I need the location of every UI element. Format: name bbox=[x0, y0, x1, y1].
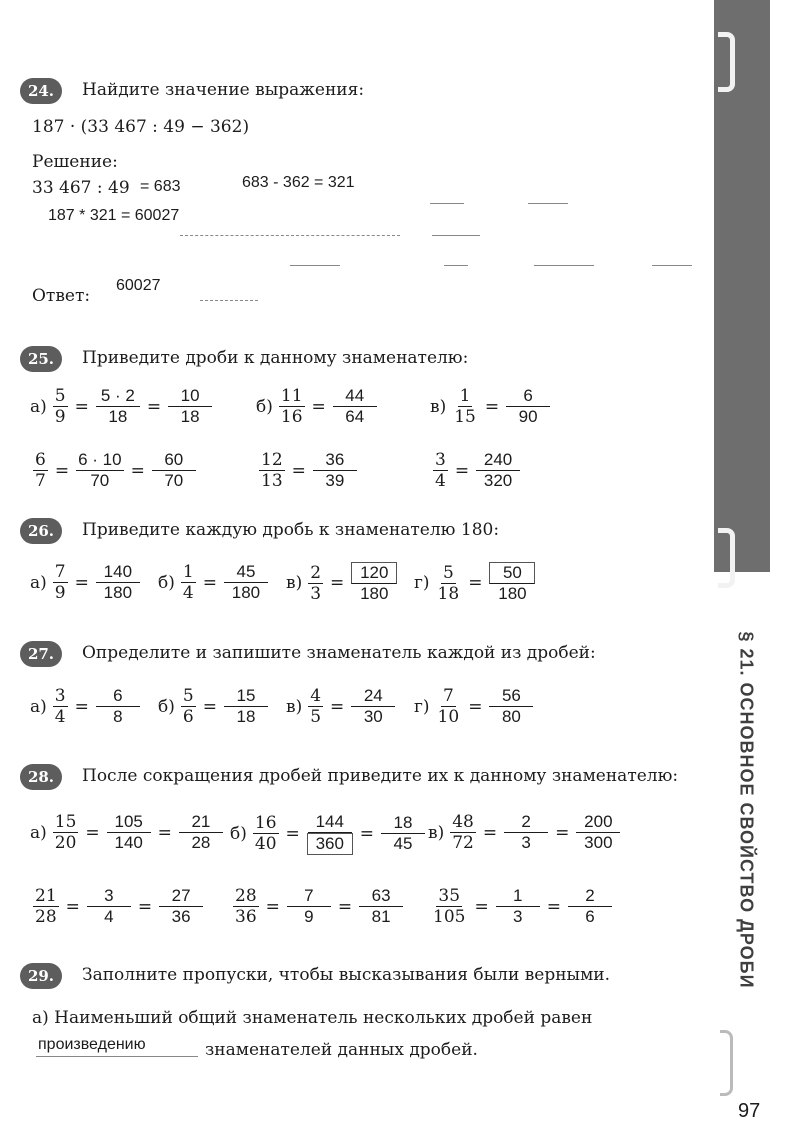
task-24-badge: 24. bbox=[20, 78, 62, 104]
solution-label: Решение: bbox=[32, 152, 118, 172]
task-27-d: г) $\frac{7}{10}$ = $\frac{56}{80}$ bbox=[414, 686, 534, 727]
fraction: $\frac{1}{15}$ bbox=[454, 386, 476, 427]
task-27-c: в) $\frac{4}{5}$ = $\frac{24}{30}$ bbox=[286, 686, 396, 727]
solution-step-1-answer: = 683 bbox=[140, 178, 181, 195]
chapter-title: § 21. ОСНОВНОЕ СВОЙСТВО ДРОБИ bbox=[736, 631, 757, 989]
writing-line bbox=[290, 265, 340, 266]
fraction-answer[interactable]: $\frac{200}{300}$ bbox=[576, 812, 620, 853]
task-29-badge: 29. bbox=[20, 963, 62, 989]
task-28-a: а) $\frac{15}{20}$ = $\frac{105}{140}$ = $\frac{21}{28}$ bbox=[30, 812, 224, 853]
item-label: б) bbox=[230, 823, 247, 844]
writing-line bbox=[432, 235, 480, 236]
solution-step-2: 683 - 362 = 321 bbox=[242, 174, 355, 191]
answer-label: Ответ: bbox=[32, 286, 91, 306]
item-label: г) bbox=[414, 696, 430, 717]
tab-mark-top bbox=[718, 32, 735, 92]
task-29-statement-end: знаменателей данных дробей. bbox=[205, 1040, 478, 1060]
task-24-expression: 187 · (33 467 : 49 − 362) bbox=[32, 117, 250, 137]
fraction: $\frac{5}{9}$ bbox=[54, 386, 66, 427]
task-29-statement: а) Наименьший общий знаменатель нескольких дробей равен bbox=[32, 1008, 593, 1028]
item-label: в) bbox=[428, 822, 445, 843]
fraction: $\frac{3}{4}$ bbox=[54, 686, 66, 727]
writing-line bbox=[200, 300, 258, 301]
item-label: б) bbox=[158, 696, 175, 717]
fraction-answer[interactable]: $\frac{50}{180}$ bbox=[489, 562, 535, 604]
writing-line bbox=[534, 265, 594, 266]
item-label: а) bbox=[30, 822, 47, 843]
fraction: $\frac{5}{6}$ bbox=[182, 686, 194, 727]
task-25-c: в) $\frac{1}{15}$ = $\frac{6}{90}$ bbox=[430, 386, 551, 427]
solution-step-3: 187 * 321 = 60027 bbox=[48, 207, 180, 224]
task-24-text: Найдите значение выражения: bbox=[82, 80, 365, 100]
page-number: 97 bbox=[738, 1100, 761, 1122]
task-28-badge: 28. bbox=[20, 764, 62, 790]
item-label: в) bbox=[286, 573, 303, 593]
fraction: $\frac{7}{10}$ bbox=[437, 686, 460, 727]
task-27-a: а) $\frac{3}{4}$ = $\frac{6}{8}$ bbox=[30, 686, 141, 727]
fraction-answer[interactable]: $\frac{120}{180}$ bbox=[351, 562, 397, 604]
task-26-text: Приведите каждую дробь к знаменателю 180: bbox=[82, 520, 500, 540]
task-28-c: в) $\frac{48}{72}$ = $\frac{2}{3}$ = $\frac{200}{300}$ bbox=[428, 812, 621, 853]
fraction: $\frac{1}{4}$ bbox=[182, 562, 194, 603]
item-label: а) bbox=[30, 696, 47, 717]
fraction-answer[interactable]: $\frac{5 \cdot 2}{18}$ bbox=[96, 386, 140, 427]
fraction-answer[interactable]: $\frac{56}{80}$ bbox=[489, 686, 533, 727]
fraction: $\frac{16}{40}$ bbox=[254, 813, 277, 854]
fraction-answer[interactable]: $\frac{2}{3}$ bbox=[504, 812, 548, 853]
task-25-d: $\frac{6}{7}$ = $\frac{6 \cdot 10}{70}$ = $\frac{60}{70}$ bbox=[32, 450, 197, 491]
task-26-d: г) $\frac{5}{18}$ = $\frac{50}{180}$ bbox=[414, 562, 536, 604]
fraction-answer[interactable]: $\frac{140}{180}$ bbox=[96, 562, 140, 603]
fraction-answer[interactable]: $\frac{60}{70}$ bbox=[152, 450, 196, 491]
fraction-answer[interactable]: $\frac{144}{360}$ bbox=[307, 812, 353, 855]
page-edge-mark bbox=[720, 1030, 733, 1096]
item-label: в) bbox=[430, 396, 447, 417]
item-label: а) bbox=[30, 572, 47, 593]
task-28-text: После сокращения дробей приведите их к данному знаменателю: bbox=[82, 766, 679, 786]
task-26-c: в) $\frac{2}{3}$ = $\frac{120}{180}$ bbox=[286, 562, 398, 604]
task-25-text: Приведите дроби к данному знаменателю: bbox=[82, 348, 469, 368]
fraction: $\frac{11}{16}$ bbox=[280, 386, 303, 427]
item-label: б) bbox=[158, 572, 175, 593]
fraction-answer[interactable]: $\frac{6}{8}$ bbox=[96, 686, 140, 727]
fill-line bbox=[36, 1056, 198, 1057]
task-25-f: $\frac{3}{4}$ = $\frac{240}{320}$ bbox=[432, 450, 521, 491]
task-26-badge: 26. bbox=[20, 518, 62, 544]
task-28-d: $\frac{21}{28}$ = $\frac{3}{4}$ = $\frac{27}{36}$ bbox=[32, 886, 204, 927]
fraction-answer[interactable]: $\frac{6}{90}$ bbox=[506, 386, 550, 427]
fraction-answer[interactable]: $\frac{6 \cdot 10}{70}$ bbox=[78, 450, 122, 490]
task-29-text: Заполните пропуски, чтобы высказывания были верными. bbox=[82, 965, 611, 985]
fraction: $\frac{4}{5}$ bbox=[310, 686, 322, 727]
task-26-a: а) $\frac{7}{9}$ = $\frac{140}{180}$ bbox=[30, 562, 141, 603]
fraction: $\frac{15}{20}$ bbox=[54, 812, 77, 853]
item-label: б) bbox=[256, 396, 273, 417]
fraction: $\frac{3}{4}$ bbox=[435, 450, 446, 491]
task-29-fill-in[interactable]: произведению bbox=[38, 1036, 146, 1053]
task-28-b: б) $\frac{16}{40}$ = $\frac{144}{360}$ = $\frac{18}{45}$ bbox=[230, 812, 426, 855]
writing-line bbox=[652, 265, 692, 266]
item-label: г) bbox=[414, 573, 430, 593]
fraction-answer[interactable]: $\frac{45}{180}$ bbox=[224, 562, 268, 603]
writing-line bbox=[444, 265, 468, 266]
fraction: $\frac{28}{36}$ bbox=[235, 886, 257, 927]
fraction-answer[interactable]: $\frac{27}{36}$ bbox=[159, 886, 203, 927]
task-28-e: $\frac{28}{36}$ = $\frac{7}{9}$ = $\frac{63}{81}$ bbox=[232, 886, 404, 927]
solution-step-1: 33 467 : 49 bbox=[32, 178, 130, 198]
fraction: $\frac{48}{72}$ bbox=[452, 812, 474, 853]
task-28-f: $\frac{35}{105}$ = $\frac{1}{3}$ = $\frac{2}{6}$ bbox=[430, 886, 613, 927]
item-label: в) bbox=[286, 696, 303, 717]
writing-line bbox=[528, 203, 568, 204]
fraction: $\frac{7}{9}$ bbox=[54, 562, 66, 603]
task-25-b: б) $\frac{11}{16}$ = $\frac{44}{64}$ bbox=[256, 386, 378, 427]
item-label: а) bbox=[30, 396, 47, 417]
task-27-b: б) $\frac{5}{6}$ = $\frac{15}{18}$ bbox=[158, 686, 269, 727]
tab-mark-bottom bbox=[718, 528, 735, 588]
fraction-answer[interactable]: $\frac{36}{39}$ bbox=[313, 450, 357, 491]
fraction-answer[interactable]: $\frac{240}{320}$ bbox=[476, 450, 520, 491]
fraction-answer[interactable]: $\frac{24}{30}$ bbox=[351, 686, 395, 727]
fraction: $\frac{21}{28}$ bbox=[35, 886, 57, 927]
fraction-answer[interactable]: $\frac{63}{81}$ bbox=[359, 886, 403, 927]
fraction: $\frac{2}{3}$ bbox=[310, 562, 322, 604]
task-25-badge: 25. bbox=[20, 346, 62, 372]
fraction-answer[interactable]: $\frac{21}{28}$ bbox=[179, 812, 223, 853]
fraction-answer[interactable]: $\frac{18}{45}$ bbox=[381, 813, 425, 854]
fraction: $\frac{35}{105}$ bbox=[433, 886, 466, 927]
fraction: $\frac{6}{7}$ bbox=[35, 450, 46, 491]
task-25-e: $\frac{12}{13}$ = $\frac{36}{39}$ bbox=[258, 450, 358, 491]
writing-line bbox=[430, 203, 464, 204]
side-tab bbox=[714, 0, 770, 572]
fraction-answer[interactable]: $\frac{44}{64}$ bbox=[333, 386, 377, 427]
writing-line bbox=[180, 235, 400, 236]
fraction-answer[interactable]: $\frac{1}{3}$ bbox=[496, 886, 540, 927]
task-25-a: а) $\frac{5}{9}$ = $\frac{5 \cdot 2}{18}$ = $\frac{10}{18}$ bbox=[30, 386, 213, 427]
task-27-badge: 27. bbox=[20, 641, 62, 667]
task-26-b: б) $\frac{1}{4}$ = $\frac{45}{180}$ bbox=[158, 562, 269, 603]
fraction: $\frac{12}{13}$ bbox=[261, 450, 283, 491]
fraction-answer[interactable]: $\frac{15}{18}$ bbox=[224, 686, 268, 727]
task-27-text: Определите и запишите знаменатель каждой из дробей: bbox=[82, 643, 596, 663]
fraction: $\frac{5}{18}$ bbox=[437, 562, 460, 604]
fraction-answer[interactable]: $\frac{7}{9}$ bbox=[287, 886, 331, 927]
fraction-answer[interactable]: $\frac{3}{4}$ bbox=[87, 886, 131, 927]
fraction-answer[interactable]: $\frac{2}{6}$ bbox=[568, 886, 612, 927]
answer-value: 60027 bbox=[116, 277, 161, 294]
fraction-answer[interactable]: $\frac{105}{140}$ bbox=[107, 812, 151, 853]
fraction-answer[interactable]: $\frac{10}{18}$ bbox=[168, 386, 212, 427]
